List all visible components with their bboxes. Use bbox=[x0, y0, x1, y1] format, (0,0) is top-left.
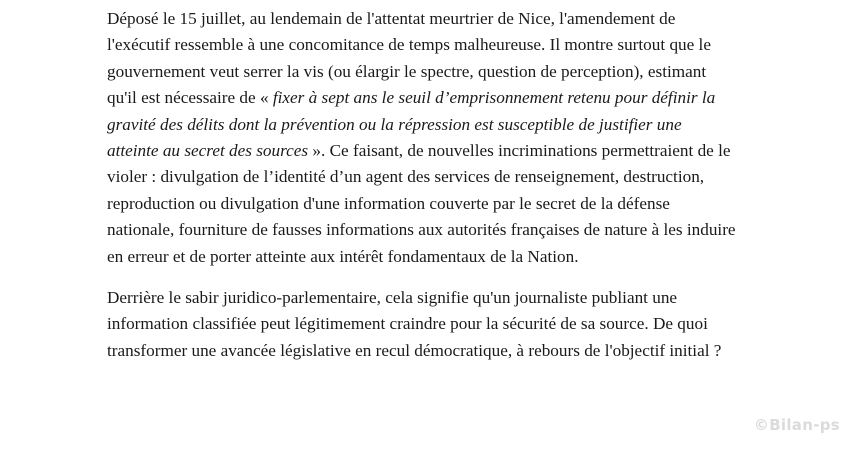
article-body bbox=[107, 6, 737, 364]
paragraph-1-quote: fixer à sept ans le seuil d’emprisonnement retenu pour définir la gravité des délits dont la prévention ou la répression est susceptible de justifier une atteinte au secret des sources bbox=[107, 88, 716, 161]
paragraph-1-outro: ». Ce faisant, de nouvelles incriminations permettraient de le violer : divulgation de l’identité d’un agent des services de renseignement, destruction, reproduction ou divulgation d'une information couverte par le secret de la défense nationale, fourniture de fausses informations aux autorités françaises de nature à les induire en erreur et de porter atteinte aux intérêt fondamentaux de la Nation. bbox=[107, 141, 736, 266]
paragraph-1 bbox=[107, 6, 737, 270]
paragraph-2: Derrière le sabir juridico-parlementaire, cela signifie qu'un journaliste publiant une information classifiée peut légitimement craindre pour la sécurité de sa source. De quoi transformer une avancée législative en recul démocratique, à rebours de l'objectif initial ? bbox=[107, 288, 722, 360]
paragraph-1-intro: Déposé le 15 juillet, au lendemain de l'attentat meurtrier de Nice, l'amendement de l'exécutif ressemble à une concomitance de temps malheureuse. Il montre surtout que le gouvernement veut serrer la vis (ou élargir le spectre, question de perception), estimant qu'il est nécessaire de « bbox=[107, 9, 711, 108]
watermark: ©Bilan-ps bbox=[753, 416, 840, 434]
